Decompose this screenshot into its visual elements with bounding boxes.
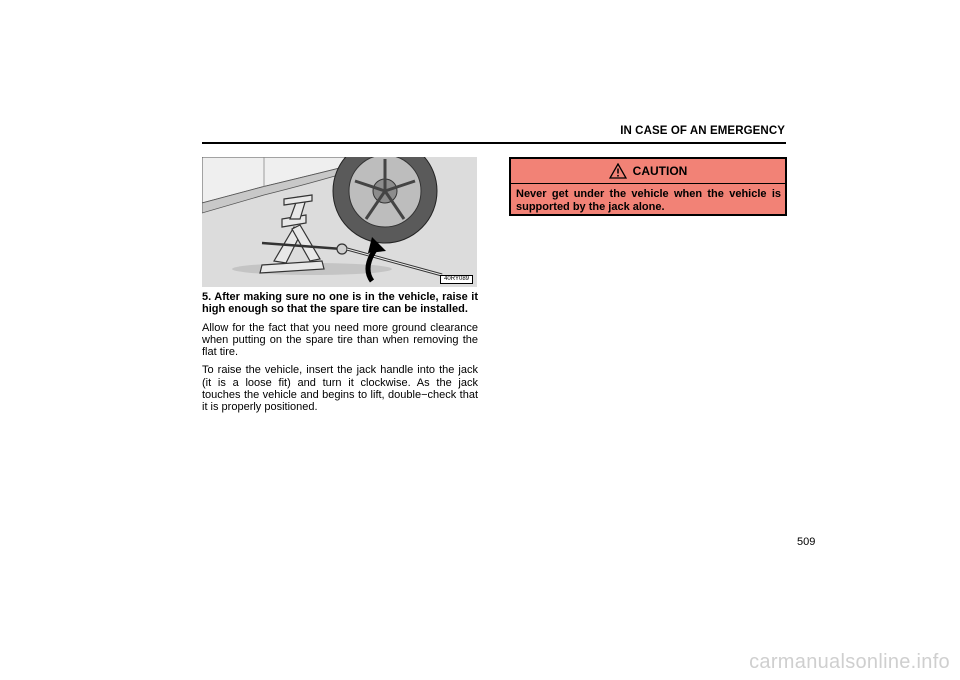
- jack-illustration: [202, 157, 477, 287]
- step-heading: 5. After making sure no one is in the vehicle, raise it high enough so that the spare tire can be installed.: [202, 291, 478, 316]
- warning-triangle-icon: [609, 163, 627, 179]
- section-title: IN CASE OF AN EMERGENCY: [620, 125, 785, 137]
- watermark: carmanualsonline.info: [749, 651, 950, 673]
- caution-text: Never get under the vehicle when the vehicle is supported by the jack alone.: [516, 188, 781, 213]
- paragraph-raise: To raise the vehicle, insert the jack handle into the jack (it is a loose fit) and turn it clockwise. As the jack touches the vehicle and begins to lift, double−check that it is properly positioned.: [202, 364, 478, 414]
- figure-code: 40RY089: [440, 275, 473, 284]
- caution-box: [509, 157, 787, 216]
- header-rule: [202, 142, 786, 144]
- caution-title: CAUTION: [632, 164, 688, 178]
- caution-header: [511, 159, 785, 184]
- page-number: 509: [797, 536, 816, 548]
- jack-illustration-drawing: [202, 157, 477, 287]
- paragraph-clearance: Allow for the fact that you need more ground clearance when putting on the spare tire than when removing the flat tire.: [202, 321, 478, 359]
- instruction-column: [202, 291, 478, 420]
